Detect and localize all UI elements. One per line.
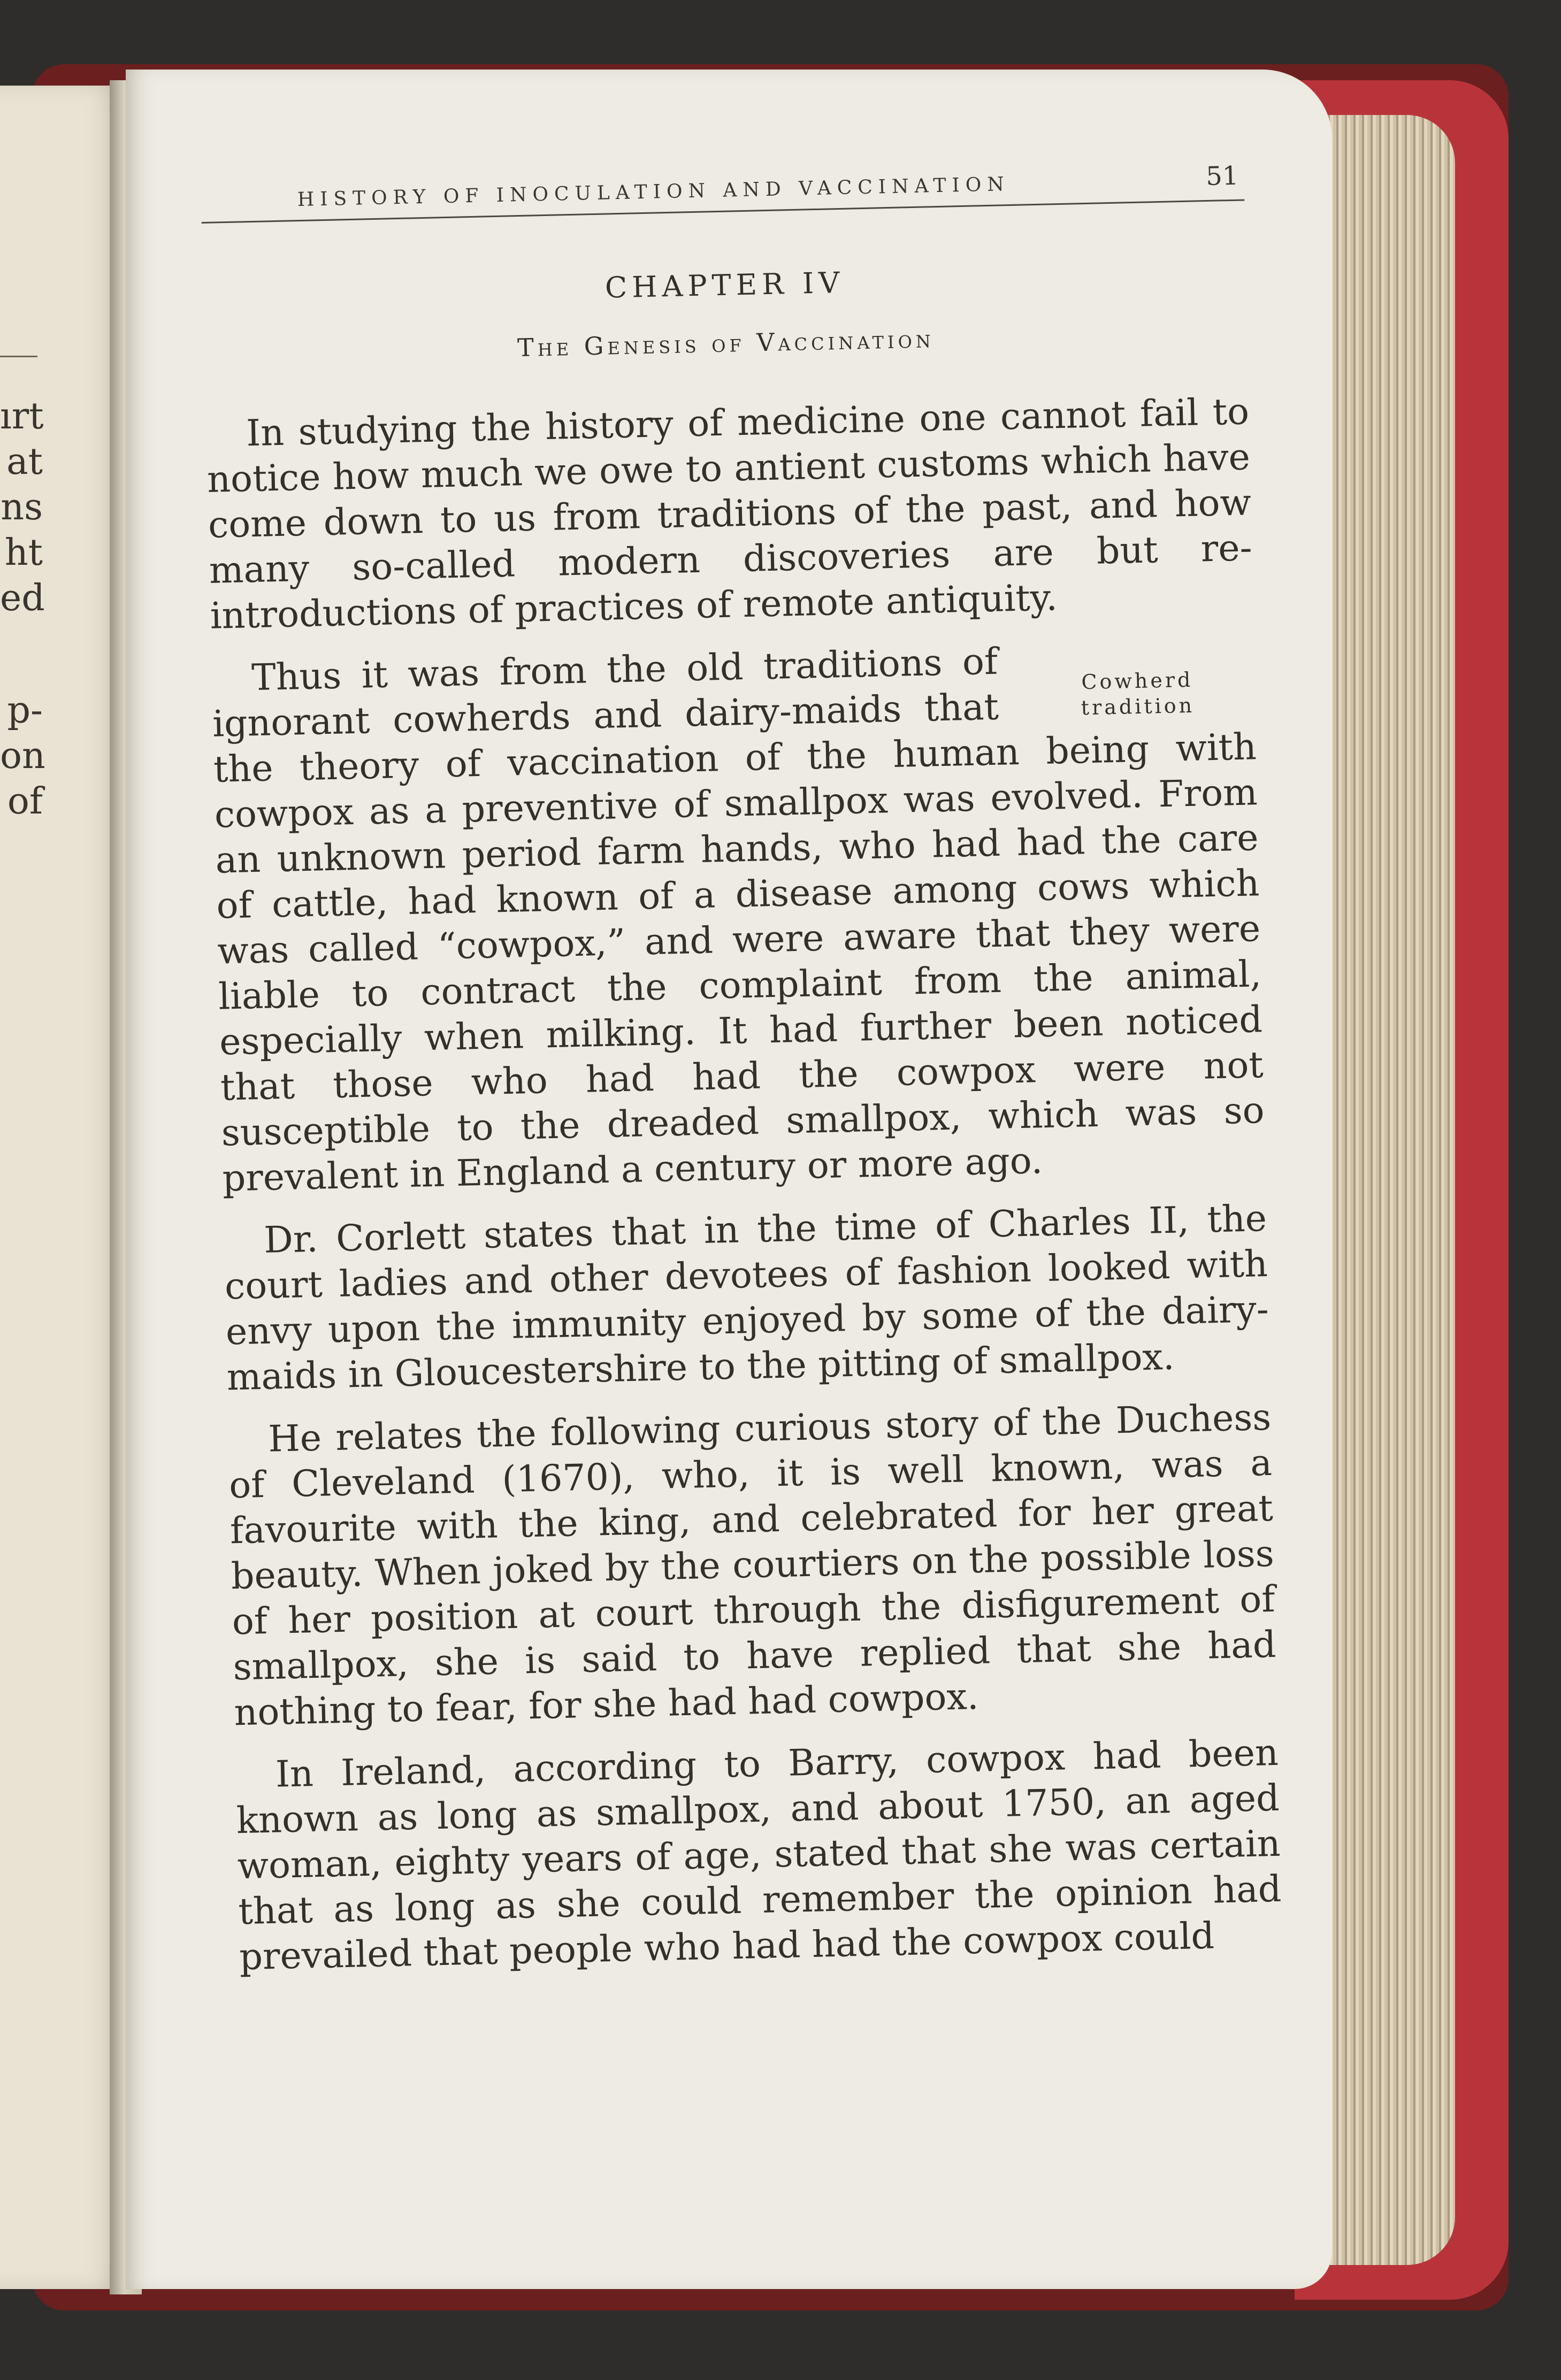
margin-note-line: tradition xyxy=(1081,693,1195,720)
paragraph xyxy=(211,633,1266,1201)
page-number: 51 xyxy=(1205,160,1239,191)
right-page xyxy=(126,70,1332,2289)
paragraph: In studying the history of medicine one cannot fail to notice how much we owe to antient customs which have come down to us from traditions of the past, and how many so-called modern discoveries are but re-introductions of practices of remote antiquity. xyxy=(206,390,1253,638)
left-page-fragment: of xyxy=(7,780,43,823)
paragraph-text: Thus it was from the old traditions of ignorant cowherds and dairy-maids that the theory of vaccination of the human being with cowpox as a preventive of smallpox was evolved. From an unknown period farm hands, who had had the care of cattle, had known of a disease among cows which was called “cowpox,” and were aware that they were liable to contract the complaint from the animal, especially when milking. It had further been noticed that those who had had the cowpox were not susceptible to the dreaded smallpox, which was so prevalent in England a century or more ago. xyxy=(212,640,1265,1200)
running-head-title: HISTORY OF INOCULATION AND VACCINATION xyxy=(297,173,1011,211)
page-edges xyxy=(1316,115,1455,2265)
page-text-block xyxy=(201,156,1283,1980)
left-page-fragment: p- xyxy=(7,689,43,732)
left-page-fragment: ırt xyxy=(0,395,44,437)
paragraph: He relates the following curious story of the Duchess of Cleveland (1670), who, it is well known, was a favourite with the king, and celebrated for her great beauty. When joked by the courtiers on the possible loss of her position at court through the disfigurement of smallpox, she is said to have replied that she had nothing to fear, for she had had cowpox. xyxy=(228,1396,1277,1734)
paragraph: Dr. Corlett states that in the time of Charles II, the court ladies and other devotees of fashion looked with envy upon the immunity enjoyed by some of the dairy-maids in Gloucestershire to the pitting of smallpox. xyxy=(224,1197,1269,1399)
left-running-head-rule xyxy=(0,356,37,357)
margin-note xyxy=(1019,665,1256,722)
chapter-title: The Genesis of Vaccination xyxy=(517,324,935,363)
left-page xyxy=(0,86,126,2289)
left-page-fragment: at xyxy=(6,441,43,483)
paragraph: In Ireland, according to Barry, cowpox had been known as long as smallpox, and about 1750, an aged woman, eighty years of age, stated that she was certain that as long as she could remember the opinion had prevailed that people who had had the cowpox could xyxy=(236,1731,1282,1979)
margin-note-line: Cowherd xyxy=(1081,667,1193,694)
running-head xyxy=(201,156,1244,224)
left-page-fragment: ns xyxy=(1,486,43,528)
chapter-number: CHAPTER IV xyxy=(604,265,845,305)
left-page-fragment: on xyxy=(0,735,45,777)
left-page-fragment: ed xyxy=(0,577,45,619)
left-page-fragment: ht xyxy=(4,532,43,574)
